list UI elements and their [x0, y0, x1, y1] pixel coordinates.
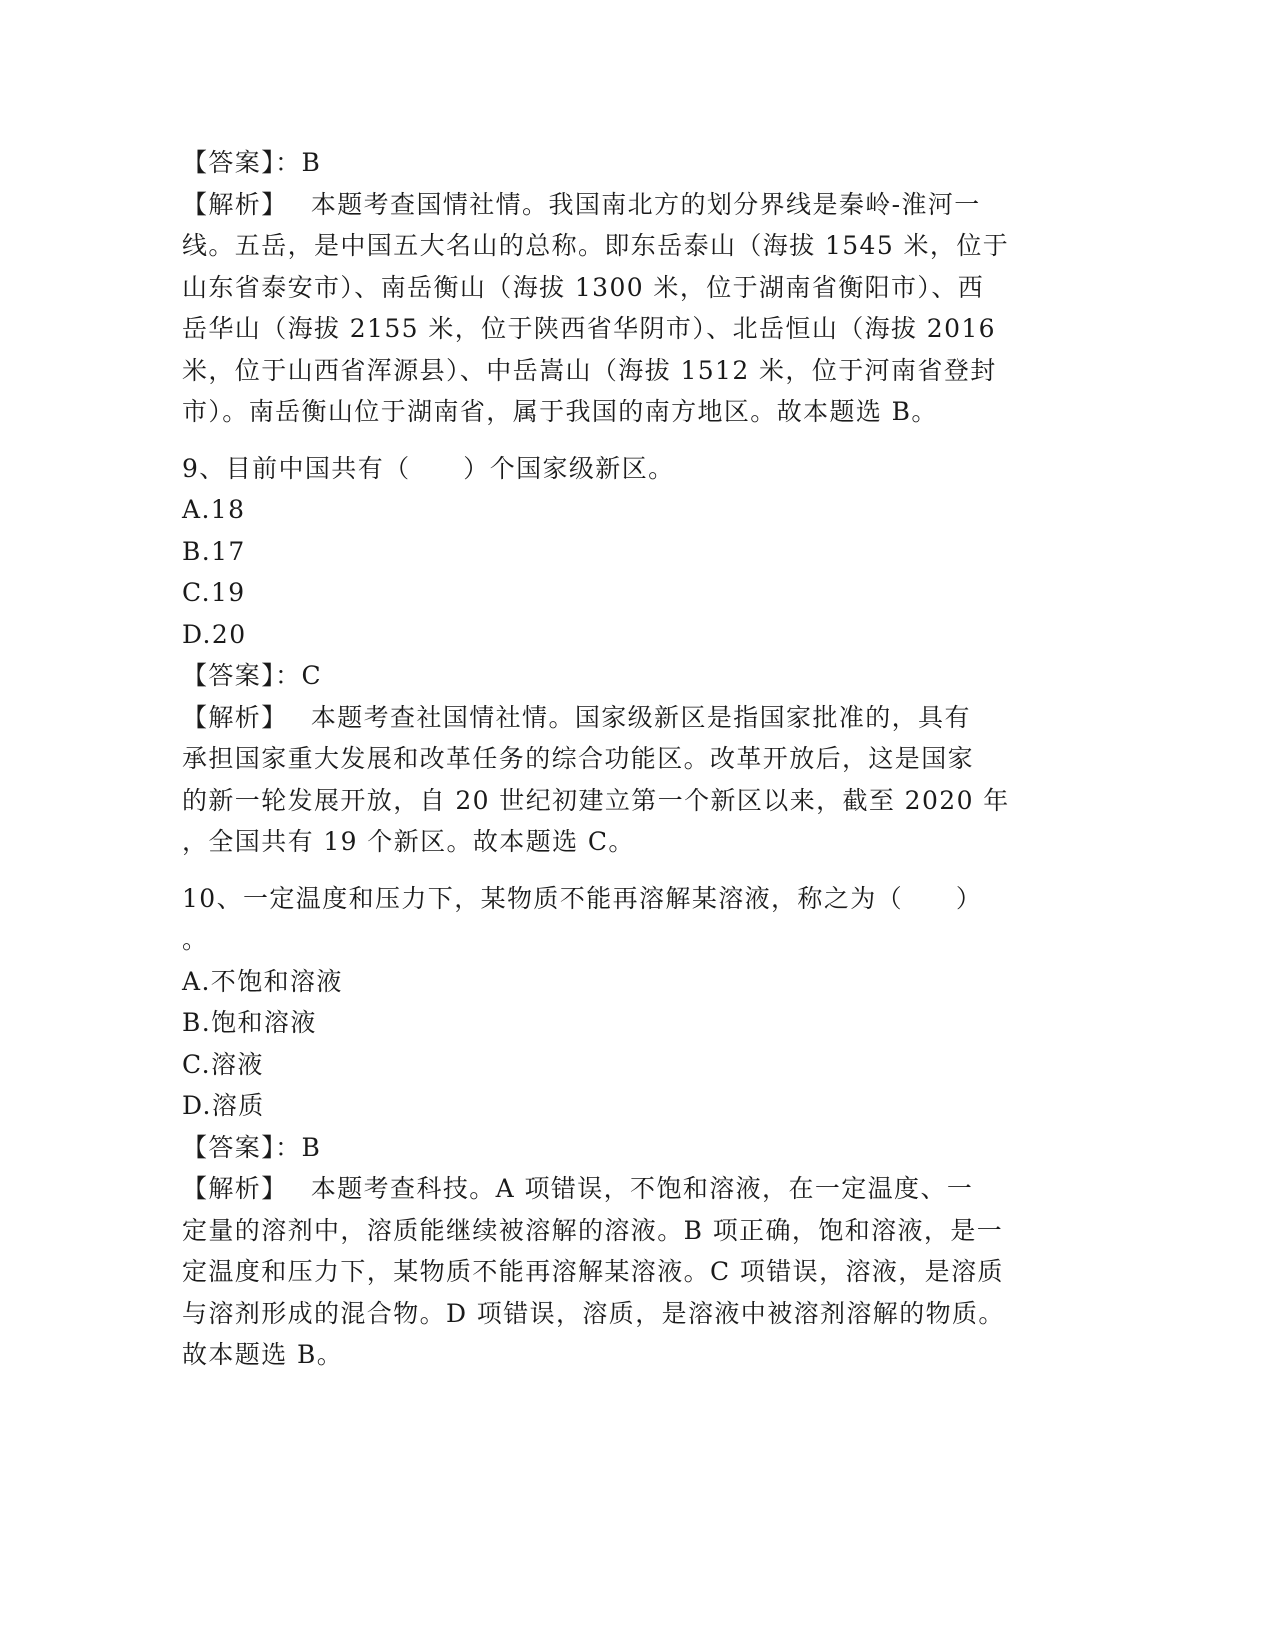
q10-explanation-line: 定温度和压力下，某物质不能再溶解某溶液。C 项错误，溶液，是溶质 — [182, 1257, 1004, 1286]
q9-option-d: D.20 — [182, 619, 247, 649]
q9-explanation-line: 【解析】 本题考查社国情社情。国家级新区是指国家批准的，具有 — [182, 702, 971, 732]
q9-explanation-line: ，全国共有 19 个新区。故本题选 C。 — [182, 827, 635, 856]
q8-explanation-line: 【解析】 本题考查国情社情。我国南北方的划分界线是秦岭-淮河一 — [182, 189, 981, 219]
q8-answer-block — [182, 142, 1062, 433]
q8-explanation — [182, 184, 1062, 433]
q9-answer: 【答案】：C — [182, 661, 323, 690]
q9-options — [182, 489, 1062, 655]
q8-explanation-line: 山东省泰安市）、南岳衡山（海拔 1300 米，位于湖南省衡阳市）、西 — [182, 272, 985, 302]
q8-explanation-line: 市）。南岳衡山位于湖南省，属于我国的南方地区。故本题选 B。 — [182, 397, 938, 426]
q10-option-a: A.不饱和溶液 — [182, 966, 343, 996]
q9-explanation-line: 承担国家重大发展和改革任务的综合功能区。改革开放后，这是国家 — [182, 744, 975, 773]
q9-explanation — [182, 697, 1062, 863]
q10-option-b: B.饱和溶液 — [182, 1008, 317, 1037]
q10-options — [182, 961, 1062, 1127]
q9-option-a: A.18 — [182, 495, 246, 524]
q9-option-b: B.17 — [182, 536, 246, 566]
q10-explanation-line: 定量的溶剂中，溶质能继续被溶解的溶液。B 项正确，饱和溶液，是一 — [182, 1215, 1004, 1245]
q10-explanation-line: 与溶剂形成的混合物。D 项错误，溶质，是溶液中被溶剂溶解的物质。 — [182, 1298, 1005, 1328]
q9-option-c: C.19 — [182, 578, 246, 607]
q10-answer: 【答案】：B — [182, 1132, 322, 1162]
document-content — [182, 142, 1062, 1376]
q8-explanation-line: 线。五岳，是中国五大名山的总称。即东岳泰山（海拔 1545 米，位于 — [182, 231, 1010, 260]
q8-explanation-line: 岳华山（海拔 2155 米，位于陕西省华阴市）、北岳恒山（海拔 2016 — [182, 314, 996, 343]
q10-question-text: 10、一定温度和压力下，某物质不能再溶解某溶液，称之为（ ） — [182, 883, 983, 913]
q8-explanation-line: 米，位于山西省浑源县）、中岳嵩山（海拔 1512 米，位于河南省登封 — [182, 355, 997, 385]
q10-option-c: C.溶液 — [182, 1049, 264, 1079]
q10-option-d: D.溶质 — [182, 1091, 265, 1120]
question-10 — [182, 878, 1062, 1376]
q9-explanation-line: 的新一轮发展开放，自 20 世纪初建立第一个新区以来，截至 2020 年 — [182, 785, 1010, 815]
q10-explanation-line: 故本题选 B。 — [182, 1340, 344, 1369]
q9-question-text: 9、目前中国共有（ ）个国家级新区。 — [182, 453, 675, 483]
q8-answer: 【答案】：B — [182, 148, 322, 177]
question-9 — [182, 448, 1062, 863]
q10-explanation-line: 【解析】 本题考查科技。A 项错误，不饱和溶液，在一定温度、一 — [182, 1174, 974, 1203]
q10-question-text-continued: 。 — [182, 925, 209, 954]
q10-explanation — [182, 1168, 1062, 1376]
